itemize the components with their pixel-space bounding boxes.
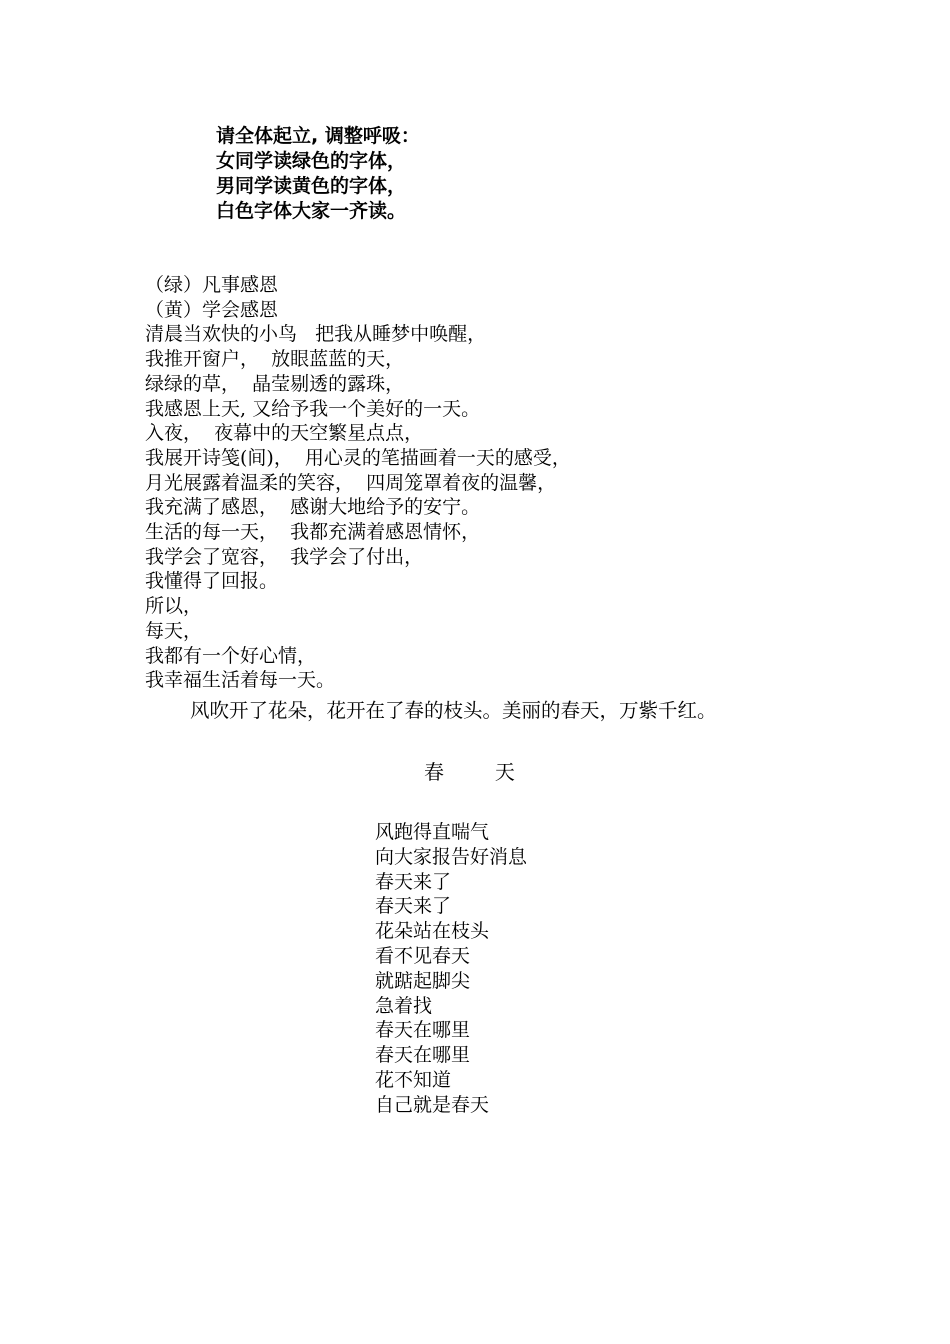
reading-instructions <box>216 124 420 224</box>
poem-line: 花不知道 <box>375 1068 452 1091</box>
poem-line: 月光展露着温柔的笑容， 四周笼罩着夜的温馨， <box>145 471 557 494</box>
poem-line: 就踮起脚尖 <box>375 969 471 992</box>
poem-line: 入夜， 夜幕中的天空繁星点点， <box>145 422 424 445</box>
poem-line: （绿）凡事感恩 <box>145 274 279 296</box>
spring-poem-title: 春 天 <box>424 760 515 784</box>
poem-line: 我充满了感恩， 感谢大地给予的安宁。 <box>145 496 481 519</box>
instruction-line: 请全体起立, 调整呼吸： <box>216 125 420 147</box>
poem-line: 自己就是春天 <box>375 1093 490 1116</box>
poem-line: 风跑得直喘气 <box>375 821 490 843</box>
poem-line: 清晨当欢快的小鸟 把我从睡梦中唤醒， <box>145 323 487 346</box>
instruction-line: 白色字体大家一齐读。 <box>216 200 407 222</box>
poem-line: 我懂得了回报。 <box>145 570 279 593</box>
poem-line: 春天在哪里 <box>375 1019 471 1042</box>
poem-line: 每天， <box>145 619 203 642</box>
poem-line: 春天在哪里 <box>375 1044 471 1067</box>
gratitude-poem <box>145 273 571 693</box>
poem-line: 我感恩上天, 又给予我一个美好的一天。 <box>145 397 481 420</box>
poem-line: 绿绿的草， 晶莹剔透的露珠， <box>145 372 405 395</box>
poem-line: 急着找 <box>375 994 433 1017</box>
poem-line: （黄）学会感恩 <box>145 298 279 321</box>
spring-sentence: 风吹开了花朵，花开在了春的枝头。美丽的春天，万紫千红。 <box>190 699 717 722</box>
spring-poem <box>375 820 527 1118</box>
poem-line: 我幸福生活着每一天。 <box>145 669 336 692</box>
poem-line: 春天来了 <box>375 870 452 893</box>
poem-line: 春天来了 <box>375 895 452 918</box>
poem-line: 生活的每一天， 我都充满着感恩情怀， <box>145 521 481 544</box>
poem-line: 所以， <box>145 595 203 618</box>
poem-line: 看不见春天 <box>375 944 471 967</box>
instruction-line: 男同学读黄色的字体， <box>216 175 407 197</box>
poem-line: 向大家报告好消息 <box>375 845 528 868</box>
poem-line: 花朵站在枝头 <box>375 920 490 943</box>
poem-line: 我展开诗笺(间)， 用心灵的笔描画着一天的感受， <box>145 446 571 469</box>
poem-line: 我推开窗户， 放眼蓝蓝的天， <box>145 348 405 371</box>
poem-line: 我学会了宽容， 我学会了付出， <box>145 545 424 568</box>
poem-line: 我都有一个好心情， <box>145 644 317 667</box>
instruction-line: 女同学读绿色的字体， <box>216 150 407 172</box>
